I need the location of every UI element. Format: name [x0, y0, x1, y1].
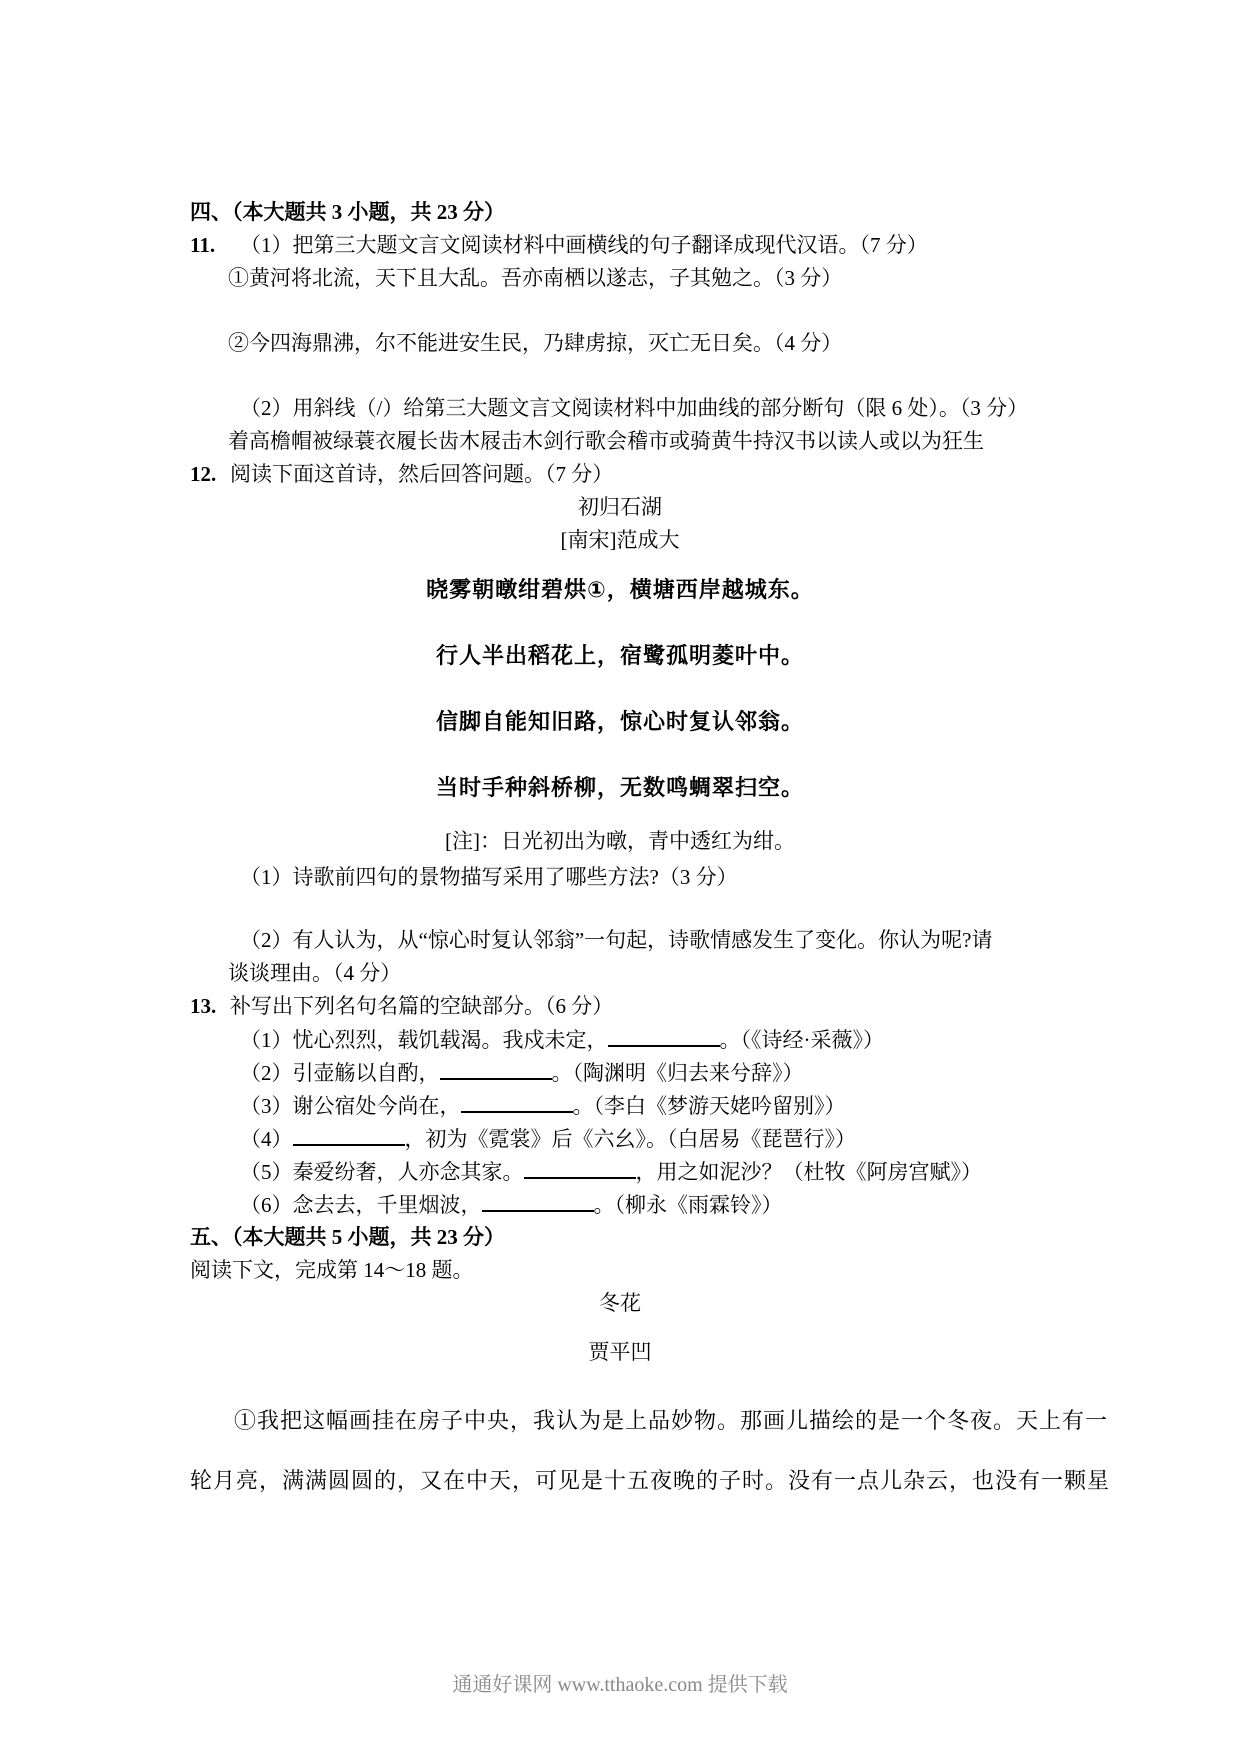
q13-item-1-post: 。（《诗经·采薇》） [719, 1028, 884, 1052]
spacer [0, 1369, 1240, 1391]
q13-item-2-pre: （2）引壶觞以自酌， [240, 1061, 440, 1085]
essay-paragraph-line-2: 轮月亮，满满圆圆的，又在中天，可见是十五夜晚的子时。没有一点儿杂云，也没有一颗星 [190, 1468, 1111, 1493]
q13-item-4 [240, 1122, 1240, 1155]
essay-author: 贾平凹 [588, 1340, 652, 1364]
q13-item-5-blank [524, 1155, 636, 1179]
q13-item-3-blank [461, 1089, 573, 1113]
q13-item-3-post: 。（李白《梦游天姥吟留别》） [572, 1094, 846, 1118]
spacer [0, 360, 1240, 392]
q13-item-1-pre: （1）忧心烈烈，载饥载渴。我戍未定， [240, 1028, 608, 1052]
q13-item-5-pre: （5）秦爱纷奢，人亦念其家。 [240, 1160, 524, 1184]
q12-sub2-line-1: （2）有人认为，从“惊心时复认邻翁”一句起，诗歌情感发生了变化。你认为呢?请 [240, 928, 993, 952]
poem-line-4: 当时手种斜桥柳，无数鸣蜩翠扫空。 [435, 775, 804, 800]
q11-punctuation-passage: 着高檐帽被绿蓑衣履长齿木屐击木剑行歌会稽市或骑黄牛持汉书以读人或以为狂生 [228, 429, 984, 453]
q13-item-5-post: ，用之如泥沙？（杜牧《阿房宫赋》） [635, 1160, 982, 1184]
q13-item-2-post: 。（陶渊明《归去来兮辞》） [551, 1061, 804, 1085]
q11-sentence-1: ①黄河将北流，天下且大乱。吾亦南栖以遂志，子其勉之。（3 分） [228, 266, 843, 290]
spacer [0, 894, 1240, 924]
q12-prompt-line [190, 458, 1240, 491]
q13-prompt-text: 补写出下列名句名篇的空缺部分。（6 分） [230, 994, 614, 1018]
page-footer: 通通好课网 www.tthaoke.com 提供下载 [452, 1674, 788, 1696]
q13-item-3-pre: （3）谢公宿处今尚在， [240, 1094, 461, 1118]
q13-item-5 [240, 1155, 1240, 1188]
page-content [0, 196, 1240, 1511]
poem-line-1: 晓雾朝暾绀碧烘①，横塘西岸越城东。 [426, 577, 814, 602]
q12-prompt-text: 阅读下面这首诗，然后回答问题。（7 分） [230, 462, 614, 486]
q13-prompt-line [190, 990, 1240, 1023]
q13-item-4-pre: （4） [240, 1127, 293, 1151]
poem-author: [南宋]范成大 [560, 528, 680, 552]
q11-number: 11. [190, 233, 216, 257]
q13-number: 13. [190, 994, 217, 1018]
q13-item-2-blank [440, 1056, 552, 1080]
q11-part1-text: （1）把第三大题文言文阅读材料中画横线的句子翻译成现代汉语。（7 分） [240, 233, 928, 257]
q13-item-1-blank [608, 1023, 720, 1047]
q13-item-3 [240, 1089, 1240, 1122]
q13-item-4-post: ，初为《霓裳》后《六幺》。（白居易《琵琶行》） [404, 1127, 856, 1151]
poem-line-2: 行人半出稻花上，宿鹭孤明菱叶中。 [435, 643, 804, 668]
spacer [0, 1320, 1240, 1336]
section-five-intro: 阅读下文，完成第 14～18 题。 [190, 1258, 474, 1282]
essay-title: 冬花 [599, 1291, 641, 1315]
q11-part2-line: （2）用斜线（/）给第三大题文言文阅读材料中加曲线的部分断句（限 6 处）。（3 分） [240, 396, 1029, 420]
q12-number: 12. [190, 462, 217, 486]
q13-item-4-blank [293, 1122, 405, 1146]
q11-part1-line [190, 229, 1240, 262]
q12-sub1-line: （1）诗歌前四句的景物描写采用了哪些方法?（3 分） [240, 865, 738, 889]
q13-item-6-blank [482, 1188, 594, 1212]
q12-sub2-line-2: 谈谈理由。（4 分） [228, 961, 402, 985]
q13-item-6 [240, 1188, 1240, 1221]
spacer [0, 295, 1240, 327]
q13-item-2 [240, 1056, 1240, 1089]
q13-item-1 [240, 1023, 1240, 1056]
essay-paragraph-line-1: ①我把这幅画挂在房子中央，我认为是上品妙物。那画儿描绘的是一个冬夜。天上有一 [234, 1408, 1109, 1433]
poem-line-3: 信脚自能知旧路，惊心时复认邻翁。 [435, 709, 804, 734]
section-four-heading: 四、（本大题共 3 小题，共 23 分） [190, 200, 505, 224]
q11-sentence-2: ②今四海鼎沸，尔不能进安生民，乃肆虏掠，灭亡无日矣。（4 分） [228, 331, 843, 355]
q13-item-6-pre: （6）念去去，千里烟波， [240, 1193, 482, 1217]
section-five-heading: 五、（本大题共 5 小题，共 23 分） [190, 1225, 505, 1249]
poem-note: [注]：日光初出为暾，青中透红为绀。 [445, 829, 795, 853]
poem-title: 初归石湖 [578, 495, 662, 519]
q13-item-6-post: 。（柳永《雨霖铃》） [593, 1193, 783, 1217]
